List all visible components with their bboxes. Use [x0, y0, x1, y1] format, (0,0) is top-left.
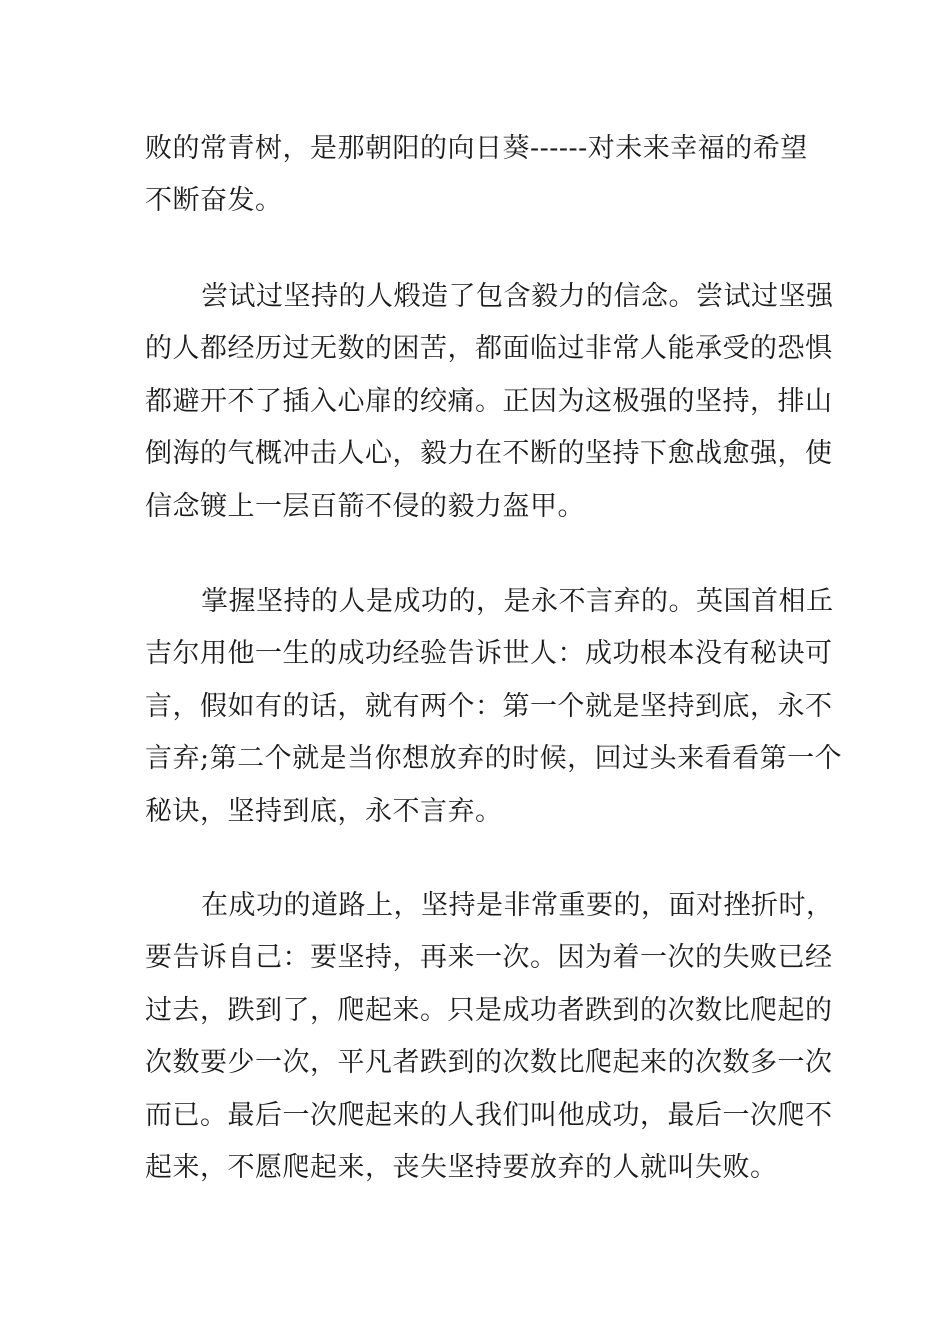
paragraph-line: 都避开不了插入心扉的绞痛。正因为这极强的坚持，排山 [145, 385, 833, 417]
paragraph-line: 次数要少一次，平凡者跌到的次数比爬起来的次数多一次 [145, 1047, 833, 1079]
paragraph-line: 言弃;第二个就是当你想放弃的时候，回过头来看看第一个 [145, 743, 843, 775]
paragraph-line: 掌握坚持的人是成功的，是永不言弃的。英国首相丘 [201, 586, 834, 617]
paragraph-line: 起来，不愿爬起来，丧失坚持要放弃的人就叫失败。 [145, 1151, 778, 1183]
paragraph-line: 言，假如有的话，就有两个：第一个就是坚持到底，永不 [145, 690, 833, 722]
paragraph-line: 而已。最后一次爬起来的人我们叫他成功，最后一次爬不 [145, 1099, 833, 1131]
paragraph-line: 不断奋发。 [145, 185, 283, 217]
paragraph-road-to-success [145, 880, 834, 1194]
paragraph-line: 尝试过坚持的人煅造了包含毅力的信念。尝试过坚强 [201, 281, 834, 312]
paragraph-perseverance-belief [145, 271, 834, 533]
paragraph-continuation [145, 123, 810, 228]
paragraph-line: 的人都经历过无数的困苦，都面临过非常人能承受的恐惧 [145, 333, 833, 365]
paragraph-line: 秘诀，坚持到底，永不言弃。 [145, 795, 503, 827]
paragraph-line: 吉尔用他一生的成功经验告诉世人：成功根本没有秘诀可 [145, 638, 833, 670]
paragraph-line: 过去，跌到了，爬起来。只是成功者跌到的次数比爬起的 [145, 994, 833, 1026]
paragraph-line: 要告诉自己：要坚持，再来一次。因为着一次的失败已经 [145, 942, 833, 974]
paragraph-churchill [145, 576, 843, 838]
paragraph-line: 败的常青树，是那朝阳的向日葵------对未来幸福的希望 [145, 133, 808, 164]
paragraph-line: 倒海的气概冲击人心，毅力在不断的坚持下愈战愈强，使 [145, 438, 833, 470]
paragraph-line: 在成功的道路上，坚持是非常重要的，面对挫折时， [201, 890, 834, 921]
paragraph-line: 信念镀上一层百箭不侵的毅力盔甲。 [145, 490, 585, 522]
